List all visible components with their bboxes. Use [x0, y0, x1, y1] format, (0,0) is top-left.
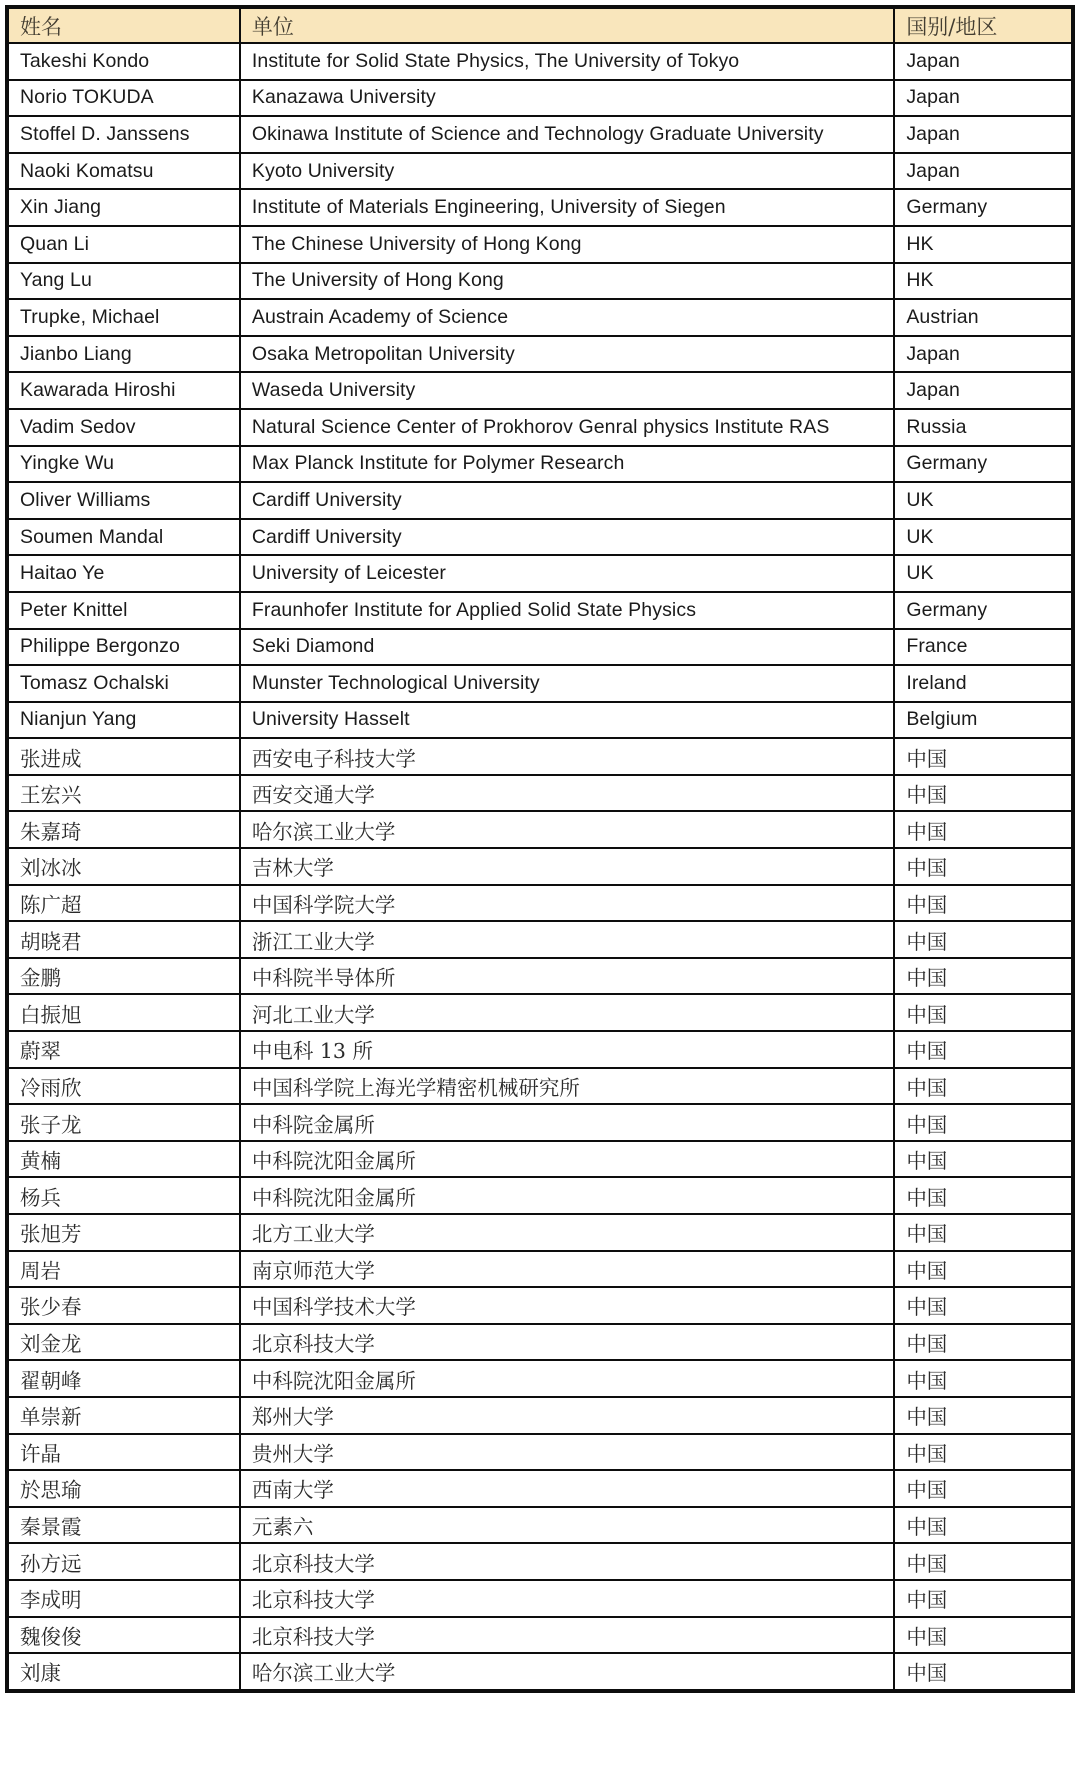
name-cell: Peter Knittel — [7, 592, 240, 629]
name-cell: 蔚翠 — [7, 1031, 240, 1068]
region-cell: Japan — [894, 80, 1073, 117]
region-cell: 中国 — [894, 811, 1073, 848]
affiliation-cell: Institute for Solid State Physics, The University of Tokyo — [240, 43, 894, 80]
name-cell: Yang Lu — [7, 263, 240, 300]
name-cell: Soumen Mandal — [7, 519, 240, 556]
table-row — [7, 994, 1073, 1031]
name-cell: 刘金龙 — [7, 1324, 240, 1361]
name-cell: 张少春 — [7, 1287, 240, 1324]
region-cell: Austrian — [894, 299, 1073, 336]
table-row — [7, 665, 1073, 702]
affiliation-cell: Seki Diamond — [240, 629, 894, 666]
table-row — [7, 921, 1073, 958]
name-cell: 朱嘉琦 — [7, 811, 240, 848]
region-cell: 中国 — [894, 848, 1073, 885]
table-row — [7, 629, 1073, 666]
affiliation-cell: 西安交通大学 — [240, 775, 894, 812]
name-cell: 单崇新 — [7, 1397, 240, 1434]
table-row — [7, 1251, 1073, 1288]
region-cell: 中国 — [894, 1287, 1073, 1324]
region-cell: Japan — [894, 372, 1073, 409]
name-cell: 许晶 — [7, 1434, 240, 1471]
table-row — [7, 372, 1073, 409]
table-row — [7, 1360, 1073, 1397]
affiliation-cell: 北方工业大学 — [240, 1214, 894, 1251]
affiliation-cell: 河北工业大学 — [240, 994, 894, 1031]
table-row — [7, 153, 1073, 190]
table-body — [7, 43, 1073, 1691]
table-row — [7, 336, 1073, 373]
affiliation-cell: 元素六 — [240, 1507, 894, 1544]
table-row — [7, 446, 1073, 483]
region-cell: 中国 — [894, 1653, 1073, 1691]
affiliation-cell: University Hasselt — [240, 702, 894, 739]
affiliation-cell: Kanazawa University — [240, 80, 894, 117]
affiliation-cell: Institute of Materials Engineering, University of Siegen — [240, 189, 894, 226]
name-cell: 李成明 — [7, 1580, 240, 1617]
region-cell: 中国 — [894, 1397, 1073, 1434]
affiliation-cell: 北京科技大学 — [240, 1580, 894, 1617]
name-cell: 陈广超 — [7, 885, 240, 922]
table-row — [7, 482, 1073, 519]
name-cell: Philippe Bergonzo — [7, 629, 240, 666]
region-cell: 中国 — [894, 1068, 1073, 1105]
region-cell: 中国 — [894, 1507, 1073, 1544]
region-cell: 中国 — [894, 1470, 1073, 1507]
affiliation-cell: 吉林大学 — [240, 848, 894, 885]
table-row — [7, 885, 1073, 922]
name-cell: 刘康 — [7, 1653, 240, 1691]
region-cell: 中国 — [894, 994, 1073, 1031]
name-cell: 张子龙 — [7, 1104, 240, 1141]
region-cell: 中国 — [894, 958, 1073, 995]
name-cell: 翟朝峰 — [7, 1360, 240, 1397]
table-row — [7, 958, 1073, 995]
affiliation-cell: Fraunhofer Institute for Applied Solid State Physics — [240, 592, 894, 629]
affiliation-cell: Cardiff University — [240, 519, 894, 556]
region-cell: HK — [894, 263, 1073, 300]
name-cell: 刘冰冰 — [7, 848, 240, 885]
region-cell: Japan — [894, 116, 1073, 153]
name-cell: 金鹏 — [7, 958, 240, 995]
name-cell: Kawarada Hiroshi — [7, 372, 240, 409]
affiliation-cell: 中国科学院上海光学精密机械研究所 — [240, 1068, 894, 1105]
affiliation-cell: 北京科技大学 — [240, 1324, 894, 1361]
table-row — [7, 116, 1073, 153]
table-row — [7, 299, 1073, 336]
region-cell: 中国 — [894, 921, 1073, 958]
region-cell: 中国 — [894, 1104, 1073, 1141]
affiliation-cell: The Chinese University of Hong Kong — [240, 226, 894, 263]
table-row — [7, 555, 1073, 592]
affiliation-cell: 中科院沈阳金属所 — [240, 1177, 894, 1214]
region-cell: UK — [894, 482, 1073, 519]
name-cell: 孙方远 — [7, 1543, 240, 1580]
affiliation-cell: 哈尔滨工业大学 — [240, 811, 894, 848]
region-cell: 中国 — [894, 1617, 1073, 1654]
table-row — [7, 738, 1073, 775]
affiliation-cell: 北京科技大学 — [240, 1543, 894, 1580]
region-cell: UK — [894, 555, 1073, 592]
region-cell: Japan — [894, 336, 1073, 373]
table-row — [7, 519, 1073, 556]
name-cell: 张进成 — [7, 738, 240, 775]
table-row — [7, 1397, 1073, 1434]
name-cell: Norio TOKUDA — [7, 80, 240, 117]
header-row — [7, 7, 1073, 43]
affiliation-cell: 哈尔滨工业大学 — [240, 1653, 894, 1691]
name-cell: Quan Li — [7, 226, 240, 263]
name-cell: Nianjun Yang — [7, 702, 240, 739]
name-cell: 张旭芳 — [7, 1214, 240, 1251]
region-cell: Germany — [894, 592, 1073, 629]
region-cell: 中国 — [894, 1543, 1073, 1580]
name-cell: Haitao Ye — [7, 555, 240, 592]
region-cell: Belgium — [894, 702, 1073, 739]
table-row — [7, 1141, 1073, 1178]
name-cell: Oliver Williams — [7, 482, 240, 519]
table-row — [7, 1104, 1073, 1141]
region-cell: 中国 — [894, 1434, 1073, 1471]
region-cell: 中国 — [894, 1580, 1073, 1617]
table-row — [7, 811, 1073, 848]
affiliation-cell: 郑州大学 — [240, 1397, 894, 1434]
table-row — [7, 1324, 1073, 1361]
table-row — [7, 775, 1073, 812]
region-cell: Russia — [894, 409, 1073, 446]
affiliation-cell: 中电科 13 所 — [240, 1031, 894, 1068]
table-row — [7, 1617, 1073, 1654]
region-cell: Ireland — [894, 665, 1073, 702]
name-cell: Yingke Wu — [7, 446, 240, 483]
affiliation-cell: University of Leicester — [240, 555, 894, 592]
affiliation-cell: 贵州大学 — [240, 1434, 894, 1471]
affiliation-cell: Austrain Academy of Science — [240, 299, 894, 336]
header-cell-region: 国别/地区 — [894, 7, 1073, 43]
name-cell: 周岩 — [7, 1251, 240, 1288]
region-cell: Germany — [894, 189, 1073, 226]
region-cell: 中国 — [894, 738, 1073, 775]
table-row — [7, 189, 1073, 226]
affiliation-cell: 中科院金属所 — [240, 1104, 894, 1141]
affiliation-cell: 南京师范大学 — [240, 1251, 894, 1288]
affiliation-cell: 中科院半导体所 — [240, 958, 894, 995]
region-cell: 中国 — [894, 1251, 1073, 1288]
participants-table — [5, 5, 1075, 1693]
table-row — [7, 1214, 1073, 1251]
region-cell: Japan — [894, 153, 1073, 190]
region-cell: HK — [894, 226, 1073, 263]
name-cell: Xin Jiang — [7, 189, 240, 226]
region-cell: 中国 — [894, 1214, 1073, 1251]
region-cell: 中国 — [894, 1360, 1073, 1397]
table-row — [7, 1287, 1073, 1324]
region-cell: UK — [894, 519, 1073, 556]
region-cell: 中国 — [894, 885, 1073, 922]
affiliation-cell: Munster Technological University — [240, 665, 894, 702]
region-cell: 中国 — [894, 775, 1073, 812]
region-cell: 中国 — [894, 1324, 1073, 1361]
affiliation-cell: 中科院沈阳金属所 — [240, 1360, 894, 1397]
affiliation-cell: Cardiff University — [240, 482, 894, 519]
region-cell: 中国 — [894, 1177, 1073, 1214]
name-cell: 白振旭 — [7, 994, 240, 1031]
table-row — [7, 1470, 1073, 1507]
affiliation-cell: Okinawa Institute of Science and Technology Graduate University — [240, 116, 894, 153]
table-row — [7, 263, 1073, 300]
name-cell: Stoffel D. Janssens — [7, 116, 240, 153]
table-row — [7, 1031, 1073, 1068]
affiliation-cell: 中科院沈阳金属所 — [240, 1141, 894, 1178]
affiliation-cell: 西南大学 — [240, 1470, 894, 1507]
table-row — [7, 848, 1073, 885]
region-cell: 中国 — [894, 1031, 1073, 1068]
table-row — [7, 226, 1073, 263]
affiliation-cell: Kyoto University — [240, 153, 894, 190]
header-cell-name: 姓名 — [7, 7, 240, 43]
region-cell: 中国 — [894, 1141, 1073, 1178]
table-row — [7, 43, 1073, 80]
affiliation-cell: Max Planck Institute for Polymer Research — [240, 446, 894, 483]
table-row — [7, 1543, 1073, 1580]
name-cell: 秦景霞 — [7, 1507, 240, 1544]
name-cell: 王宏兴 — [7, 775, 240, 812]
region-cell: Germany — [894, 446, 1073, 483]
name-cell: Tomasz Ochalski — [7, 665, 240, 702]
name-cell: Trupke, Michael — [7, 299, 240, 336]
affiliation-cell: 中国科学院大学 — [240, 885, 894, 922]
affiliation-cell: Natural Science Center of Prokhorov Genral physics Institute RAS — [240, 409, 894, 446]
region-cell: France — [894, 629, 1073, 666]
table-row — [7, 1653, 1073, 1691]
name-cell: 魏俊俊 — [7, 1617, 240, 1654]
table-row — [7, 1434, 1073, 1471]
affiliation-cell: 浙江工业大学 — [240, 921, 894, 958]
affiliation-cell: Waseda University — [240, 372, 894, 409]
name-cell: Vadim Sedov — [7, 409, 240, 446]
affiliation-cell: 中国科学技术大学 — [240, 1287, 894, 1324]
affiliation-cell: 北京科技大学 — [240, 1617, 894, 1654]
name-cell: 杨兵 — [7, 1177, 240, 1214]
region-cell: Japan — [894, 43, 1073, 80]
table-row — [7, 1177, 1073, 1214]
table-row — [7, 1580, 1073, 1617]
name-cell: 黄楠 — [7, 1141, 240, 1178]
name-cell: 於思瑜 — [7, 1470, 240, 1507]
table-row — [7, 592, 1073, 629]
name-cell: Jianbo Liang — [7, 336, 240, 373]
table-row — [7, 702, 1073, 739]
name-cell: 胡晓君 — [7, 921, 240, 958]
header-cell-affiliation: 单位 — [240, 7, 894, 43]
table-row — [7, 80, 1073, 117]
name-cell: Naoki Komatsu — [7, 153, 240, 190]
affiliation-cell: Osaka Metropolitan University — [240, 336, 894, 373]
affiliation-cell: 西安电子科技大学 — [240, 738, 894, 775]
name-cell: 冷雨欣 — [7, 1068, 240, 1105]
name-cell: Takeshi Kondo — [7, 43, 240, 80]
table-row — [7, 1068, 1073, 1105]
table-row — [7, 1507, 1073, 1544]
affiliation-cell: The University of Hong Kong — [240, 263, 894, 300]
table-row — [7, 409, 1073, 446]
